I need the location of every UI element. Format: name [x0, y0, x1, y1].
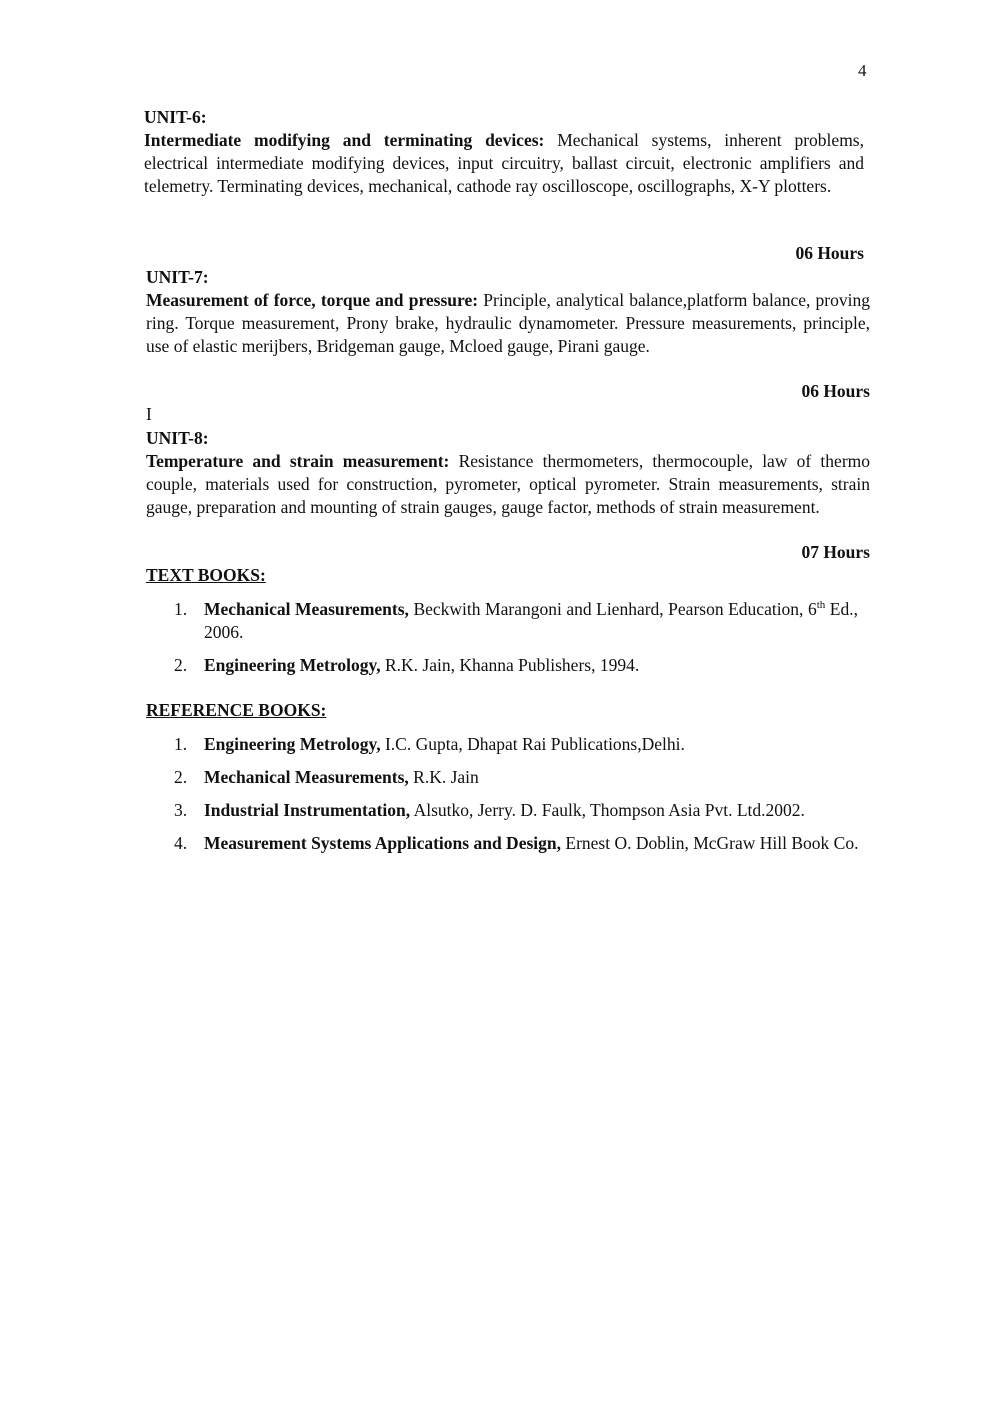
text-books-list: [146, 598, 858, 687]
superscript: th: [816, 599, 826, 612]
text-books-heading: TEXT BOOKS:: [146, 565, 266, 585]
book-details: R.K. Jain, Khanna Publishers, 1994.: [380, 655, 640, 675]
list-number: 4.: [174, 833, 188, 853]
unit-topic: Intermediate modifying and terminating devices:: [144, 130, 545, 150]
book-details-after: Ed., 2006.: [204, 599, 858, 642]
book-details: Alsutko, Jerry. D. Faulk, Thompson Asia Pvt. Ltd.2002.: [410, 800, 805, 820]
book-title: Mechanical Measurements,: [204, 599, 409, 619]
book-title: Mechanical Measurements,: [204, 767, 409, 787]
unit-title: UNIT-8:: [146, 428, 209, 448]
unit-7-section: [146, 266, 870, 358]
list-number: 3.: [174, 800, 188, 820]
stray-character: I: [146, 404, 152, 424]
unit-topic: Measurement of force, torque and pressure:: [146, 290, 479, 310]
unit-body: [146, 450, 870, 519]
page-number: 4: [858, 61, 867, 80]
unit-7-hours: 06 Hours: [801, 381, 870, 401]
list-number: 2.: [174, 655, 188, 675]
book-details: Ernest O. Doblin, McGraw Hill Book Co.: [561, 833, 859, 853]
unit-6-section: [144, 106, 864, 198]
book-title: Engineering Metrology,: [204, 655, 381, 675]
list-item: [146, 598, 858, 644]
book-details: I.C. Gupta, Dhapat Rai Publications,Delhi.: [380, 734, 685, 754]
unit-topic: Temperature and strain measurement:: [146, 451, 450, 471]
list-item: [146, 799, 870, 822]
book-title: Industrial Instrumentation,: [204, 800, 411, 820]
list-number: 1.: [174, 734, 188, 754]
unit-body: [144, 129, 864, 198]
unit-text: Resistance thermometers, thermocouple, law of thermo couple, materials used for construction, pyrometer, optical pyrometer. Strain measurements, strain gauge, preparation and mounting of strain gauges, gauge factor, methods of strain measurement.: [146, 451, 871, 517]
book-details: R.K. Jain: [408, 767, 479, 787]
book-title: Engineering Metrology,: [204, 734, 381, 754]
book-details: Beckwith Marangoni and Lienhard, Pearson Education, 6: [408, 599, 817, 619]
unit-8-section: [146, 427, 870, 519]
list-item: [146, 766, 870, 789]
unit-title: UNIT-7:: [146, 267, 209, 287]
list-item: [146, 654, 858, 677]
list-number: 2.: [174, 767, 188, 787]
unit-body: [146, 289, 870, 358]
reference-books-heading: REFERENCE BOOKS:: [146, 700, 327, 720]
unit-title: UNIT-6:: [144, 107, 207, 127]
list-item: [146, 832, 870, 855]
book-title: Measurement Systems Applications and Design,: [204, 833, 561, 853]
list-item: [146, 733, 870, 756]
unit-6-hours: 06 Hours: [795, 243, 864, 263]
list-number: 1.: [174, 599, 188, 619]
reference-books-list: [146, 733, 870, 865]
unit-text: Mechanical systems, inherent problems, electrical intermediate modifying devices, input circuitry, ballast circuit, electronic amplifiers and telemetry. Terminating devices, mechanical, cathode ray oscilloscope, oscillographs, X-Y plotters.: [144, 130, 864, 196]
unit-8-hours: 07 Hours: [801, 542, 870, 562]
unit-text: Principle, analytical balance,platform balance, proving ring. Torque measurement, Prony brake, hydraulic dynamometer. Pressure measurements, principle, use of elastic merijbers, Bridgeman gauge, Mcloed gauge, Pirani gauge.: [146, 290, 870, 356]
